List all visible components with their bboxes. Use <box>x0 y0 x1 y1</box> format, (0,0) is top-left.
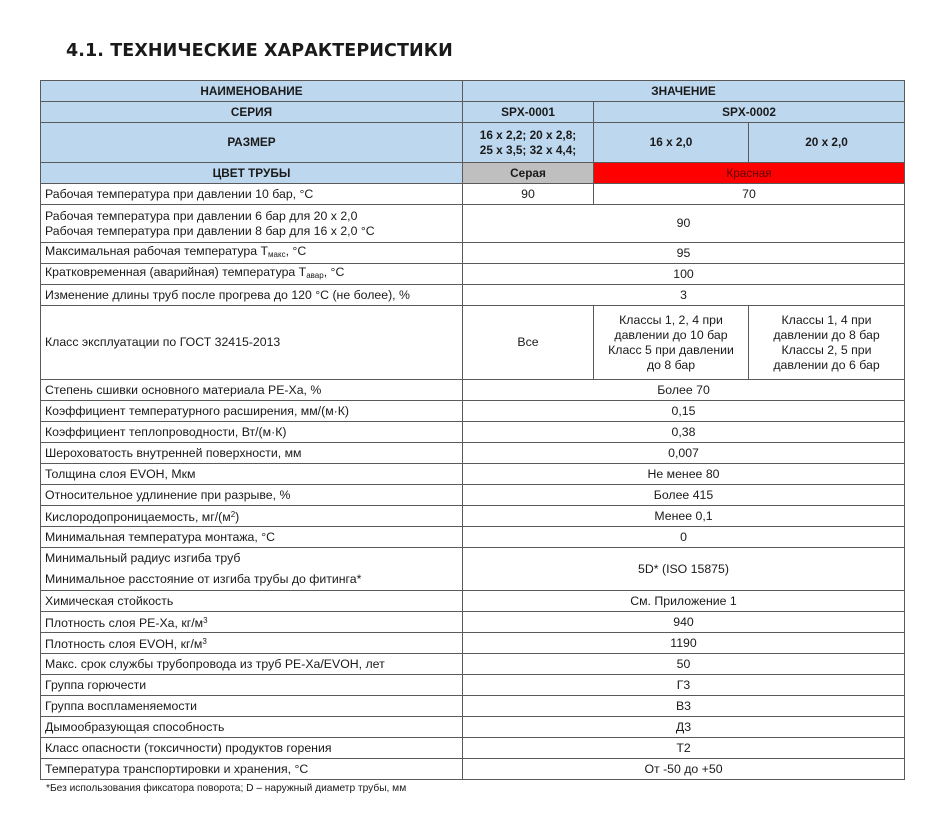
table-row <box>41 548 905 591</box>
size-b2: 20 х 2,0 <box>749 123 905 163</box>
row-name: Толщина слоя EVOH, Мкм <box>41 464 463 485</box>
row-value: 1190 <box>463 633 905 654</box>
row-name: Класс опасности (токсичности) продуктов горения <box>41 738 463 759</box>
row-name <box>41 205 463 243</box>
row-value-line: Классы 1, 2, 4 при <box>619 312 723 327</box>
row-name-sub: авар <box>306 271 324 280</box>
color-row <box>41 163 905 184</box>
row-value-line: до 8 бар <box>646 357 696 372</box>
table-row <box>41 464 905 485</box>
table-row <box>41 527 905 548</box>
row-name-text: , °С <box>323 265 345 279</box>
row-value: 940 <box>463 612 905 633</box>
row-name-sup: 2 <box>230 510 236 519</box>
table-row <box>41 506 905 527</box>
row-name: Коэффициент теплопроводности, Вт/(м·К) <box>41 422 463 443</box>
size-label: РАЗМЕР <box>41 123 463 163</box>
row-value-line: давлении до 8 бар <box>773 327 880 342</box>
row-name-line: Рабочая температура при давлении 6 бар для 20 х 2,0 <box>45 208 358 223</box>
row-name <box>41 633 463 654</box>
row-name: Рабочая температура при давлении 10 бар, °С <box>41 184 463 205</box>
table-row <box>41 612 905 633</box>
row-name: Группа воспламеняемости <box>41 696 463 717</box>
row-value: 0,38 <box>463 422 905 443</box>
row-value: 50 <box>463 654 905 675</box>
size-b1: 16 х 2,0 <box>594 123 749 163</box>
size-a <box>463 123 594 163</box>
row-name: Коэффициент температурного расширения, мм/(м·К) <box>41 401 463 422</box>
row-value-line: Классы 2, 5 при <box>781 342 872 357</box>
row-name-text: Плотность слоя PE-Xa, кг/м <box>45 616 204 630</box>
row-value: 90 <box>463 205 905 243</box>
row-name: Относительное удлинение при разрыве, % <box>41 485 463 506</box>
table-row <box>41 264 905 285</box>
row-value-b2 <box>749 306 905 380</box>
row-name: Температура транспортировки и хранения, °С <box>41 759 463 780</box>
table-row <box>41 401 905 422</box>
row-name <box>41 506 463 527</box>
row-value-line: давлении до 6 бар <box>773 357 880 372</box>
header-row <box>41 81 905 102</box>
row-value-b: 70 <box>594 184 905 205</box>
table-row <box>41 696 905 717</box>
row-value: Более 415 <box>463 485 905 506</box>
page-title: 4.1. ТЕХНИЧЕСКИЕ ХАРАКТЕРИСТИКИ <box>66 41 453 61</box>
color-red: Красная <box>594 163 905 184</box>
table-row <box>41 675 905 696</box>
row-name-text: Максимальная рабочая температура Т <box>45 244 269 258</box>
row-name <box>41 612 463 633</box>
row-value: Г3 <box>463 675 905 696</box>
series-row <box>41 102 905 123</box>
row-name: Группа горючести <box>41 675 463 696</box>
row-name-text: Плотность слоя EVOH, кг/м <box>45 637 203 651</box>
row-name: Шероховатость внутренней поверхности, мм <box>41 443 463 464</box>
series-label: СЕРИЯ <box>41 102 463 123</box>
row-name-text: Кратковременная (аварийная) температура Т <box>45 265 307 279</box>
color-label: ЦВЕТ ТРУБЫ <box>41 163 463 184</box>
row-name-sup: 3 <box>203 616 208 625</box>
row-value: Т2 <box>463 738 905 759</box>
table-row <box>41 380 905 401</box>
series-b: SPX-0002 <box>594 102 905 123</box>
row-name <box>41 548 463 591</box>
table-row <box>41 759 905 780</box>
row-value: Не менее 80 <box>463 464 905 485</box>
table-row <box>41 285 905 306</box>
table-row <box>41 243 905 264</box>
row-value: 100 <box>463 264 905 285</box>
row-name <box>41 243 463 264</box>
row-value: 5D* (ISO 15875) <box>463 548 905 591</box>
row-value: 0,007 <box>463 443 905 464</box>
row-value: Д3 <box>463 717 905 738</box>
row-value: Менее 0,1 <box>463 506 905 527</box>
row-value-line: Классы 1, 4 при <box>781 312 872 327</box>
row-value-a: 90 <box>463 184 594 205</box>
row-name-text: Кислородопроницаемость, мг/(м <box>45 510 231 524</box>
table-row <box>41 591 905 612</box>
table-row <box>41 717 905 738</box>
row-name: Класс эксплуатации по ГОСТ 32415-2013 <box>41 306 463 380</box>
row-name-text: , °С <box>285 244 307 258</box>
row-name: Минимальная температура монтажа, °С <box>41 527 463 548</box>
size-a-line: 16 х 2,2; 20 х 2,8; <box>479 127 577 142</box>
row-name-sub: макс <box>268 250 286 259</box>
row-name-line: Минимальный радиус изгиба труб <box>45 551 241 565</box>
row-value: От -50 до +50 <box>463 759 905 780</box>
table-row <box>41 443 905 464</box>
row-name-line: Минимальное расстояние от изгиба трубы до фитинга* <box>45 572 362 586</box>
row-value: Более 70 <box>463 380 905 401</box>
row-value: 0,15 <box>463 401 905 422</box>
row-name-text: ) <box>235 510 240 524</box>
header-name: НАИМЕНОВАНИЕ <box>41 81 463 102</box>
footnote: *Без использования фиксатора поворота; D – наружный диаметр трубы, мм <box>46 783 407 794</box>
row-value: См. Приложение 1 <box>463 591 905 612</box>
row-value-line: Класс 5 при давлении <box>608 342 734 357</box>
row-value-b1 <box>594 306 749 380</box>
row-name-line: Рабочая температура при давлении 8 бар для 16 х 2,0 °С <box>45 223 375 238</box>
row-value-a: Все <box>463 306 594 380</box>
table-row <box>41 654 905 675</box>
row-name: Изменение длины труб после прогрева до 120 °С (не более), % <box>41 285 463 306</box>
size-row <box>41 123 905 163</box>
row-name: Дымообразующая способность <box>41 717 463 738</box>
series-a: SPX-0001 <box>463 102 594 123</box>
table-row <box>41 306 905 380</box>
row-name-sup: 3 <box>202 637 207 646</box>
table-row <box>41 485 905 506</box>
row-name <box>41 264 463 285</box>
table-row <box>41 738 905 759</box>
row-value: 95 <box>463 243 905 264</box>
row-name: Макс. срок службы трубопровода из труб PE-Xa/EVOH, лет <box>41 654 463 675</box>
spec-table <box>40 80 905 780</box>
table-row <box>41 184 905 205</box>
size-a-line: 25 х 3,5; 32 х 4,4; <box>479 142 577 157</box>
row-name: Химическая стойкость <box>41 591 463 612</box>
row-value-line: давлении до 10 бар <box>614 327 728 342</box>
table-row <box>41 205 905 243</box>
row-value: В3 <box>463 696 905 717</box>
table-row <box>41 633 905 654</box>
row-name: Степень сшивки основного материала PE-Xa, % <box>41 380 463 401</box>
row-value: 0 <box>463 527 905 548</box>
row-value: 3 <box>463 285 905 306</box>
header-value: ЗНАЧЕНИЕ <box>463 81 905 102</box>
color-grey: Серая <box>463 163 594 184</box>
table-row <box>41 422 905 443</box>
